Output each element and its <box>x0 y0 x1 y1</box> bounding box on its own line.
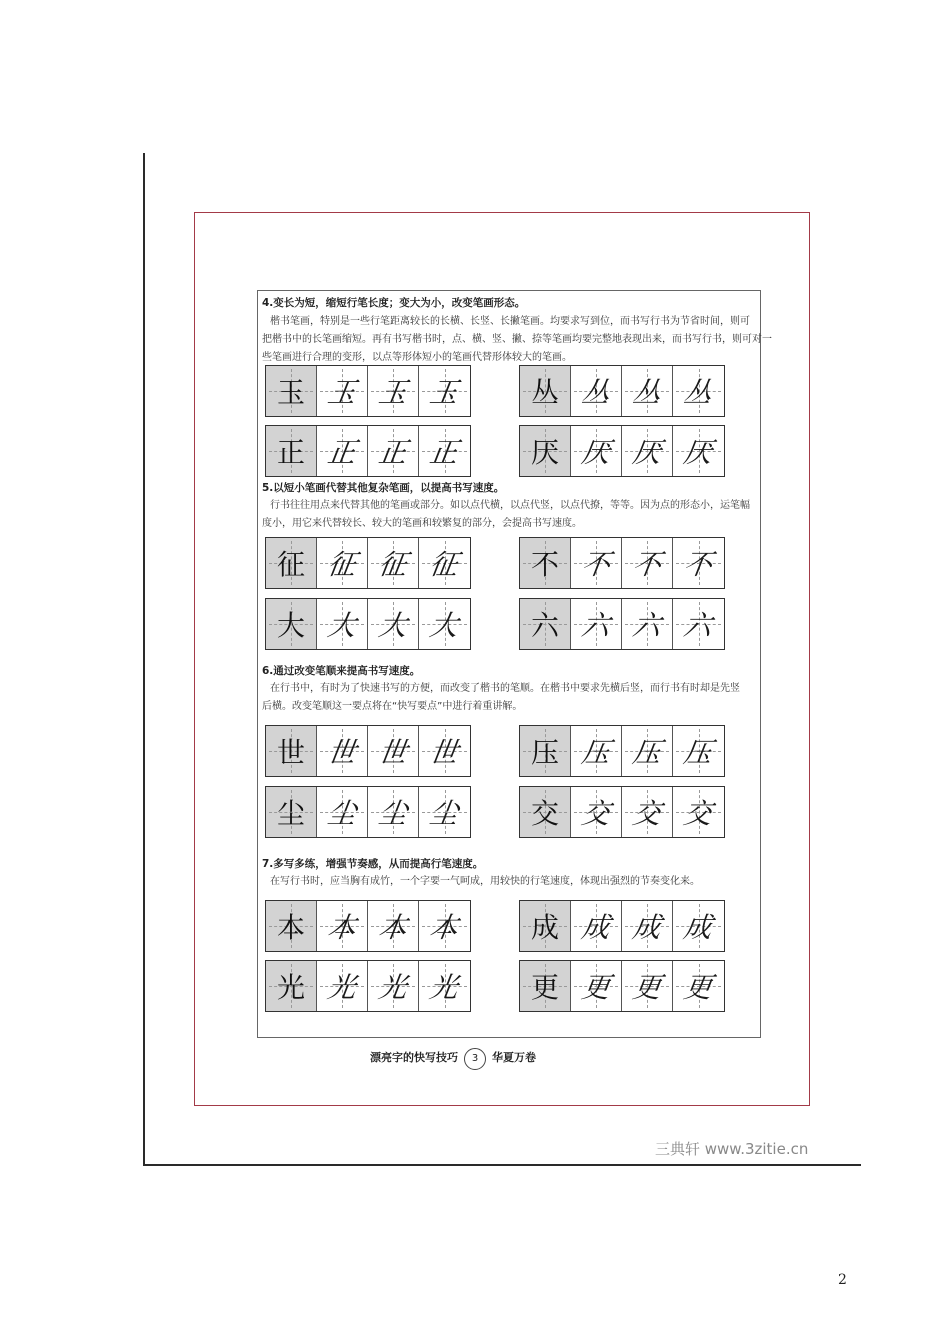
practice-character: 更 <box>579 971 613 1004</box>
practice-character-cell <box>622 961 673 1011</box>
practice-character-cell <box>317 366 368 416</box>
practice-character-cell <box>673 426 724 476</box>
practice-character-cell <box>622 538 673 588</box>
practice-character: 尘 <box>427 797 461 830</box>
practice-character-cell <box>368 426 419 476</box>
practice-character-cell <box>673 726 724 776</box>
practice-character-cell <box>368 901 419 951</box>
practice-character: 厌 <box>630 436 664 469</box>
practice-character-cell <box>317 726 368 776</box>
model-character: 不 <box>530 548 559 581</box>
practice-character-cell <box>419 538 470 588</box>
practice-character-cell <box>317 787 368 837</box>
practice-character-cell <box>419 726 470 776</box>
practice-character: 尘 <box>376 797 410 830</box>
practice-grid <box>519 725 725 777</box>
practice-character-cell <box>571 901 622 951</box>
practice-character: 成 <box>681 911 715 944</box>
model-character-cell <box>520 961 571 1011</box>
practice-grid <box>265 900 471 952</box>
practice-character-cell <box>571 961 622 1011</box>
practice-grid <box>519 786 725 838</box>
practice-character-cell <box>622 599 673 649</box>
practice-character-cell <box>622 901 673 951</box>
practice-character-cell <box>622 426 673 476</box>
model-character-cell <box>520 426 571 476</box>
practice-character: 更 <box>681 971 715 1004</box>
practice-character: 本 <box>325 911 359 944</box>
practice-character-cell <box>419 599 470 649</box>
practice-character: 世 <box>325 736 359 769</box>
practice-character: 压 <box>630 736 664 769</box>
practice-character-cell <box>571 726 622 776</box>
practice-character: 正 <box>325 436 359 469</box>
practice-character: 成 <box>630 911 664 944</box>
model-character-cell <box>520 726 571 776</box>
practice-character: 六 <box>579 609 613 642</box>
practice-character: 六 <box>630 609 664 642</box>
section-heading-4: 4.变长为短，缩短行笔长度；变大为小，改变笔画形态。 <box>262 297 526 309</box>
model-character-cell <box>266 726 317 776</box>
practice-character-cell <box>368 599 419 649</box>
practice-character: 光 <box>325 971 359 1004</box>
practice-character: 尘 <box>325 797 359 830</box>
section-text-4-line-3: 些笔画进行合理的变形，以点等形体短小的笔画代替形体较大的笔画。 <box>262 352 572 363</box>
model-character-cell <box>266 901 317 951</box>
section-text-4-line-1: 楷书笔画，特别是一些行笔距离较长的长横、长竖、长撇笔画。均要求写到位，而书写行书为节省时间，则可 <box>270 316 750 327</box>
practice-character: 大 <box>325 609 359 642</box>
practice-character-cell <box>317 901 368 951</box>
practice-character: 光 <box>376 971 410 1004</box>
model-character: 成 <box>530 911 559 944</box>
model-character: 本 <box>276 911 305 944</box>
practice-character-cell <box>317 961 368 1011</box>
practice-character: 世 <box>427 736 461 769</box>
model-character-cell <box>520 901 571 951</box>
footer-book-title: 漂亮字的快写技巧 <box>370 1051 458 1064</box>
section-heading-6: 6.通过改变笔顺来提高书写速度。 <box>262 665 421 677</box>
practice-character: 压 <box>579 736 613 769</box>
model-character-cell <box>266 599 317 649</box>
practice-character-cell <box>571 426 622 476</box>
practice-character-cell <box>317 538 368 588</box>
practice-character-cell <box>673 961 724 1011</box>
footer-publisher: 华夏万卷 <box>492 1051 536 1064</box>
practice-character: 交 <box>630 797 664 830</box>
practice-character: 世 <box>376 736 410 769</box>
model-character: 玉 <box>276 376 305 409</box>
section-text-5-line-2: 度小，用它来代替较长、较大的笔画和较繁复的部分，会提高书写速度。 <box>262 518 582 529</box>
practice-character: 成 <box>579 911 613 944</box>
practice-character-cell <box>571 599 622 649</box>
section-heading-7: 7.多写多练，增强节奏感，从而提高行笔速度。 <box>262 858 484 870</box>
model-character: 压 <box>530 736 559 769</box>
model-character: 丛 <box>530 376 559 409</box>
model-character-cell <box>266 426 317 476</box>
practice-character: 更 <box>630 971 664 1004</box>
practice-character-cell <box>622 787 673 837</box>
model-character-cell <box>266 538 317 588</box>
practice-character-cell <box>673 901 724 951</box>
model-character: 交 <box>530 797 559 830</box>
practice-character: 玉 <box>376 376 410 409</box>
practice-grid <box>265 537 471 589</box>
model-character: 更 <box>530 971 559 1004</box>
model-character: 征 <box>276 548 305 581</box>
footer-page-number: 3 <box>464 1048 486 1070</box>
practice-character: 本 <box>376 911 410 944</box>
model-character: 尘 <box>276 797 305 830</box>
practice-character-cell <box>368 538 419 588</box>
practice-character-cell <box>419 787 470 837</box>
practice-grid <box>519 900 725 952</box>
practice-character: 交 <box>579 797 613 830</box>
practice-character-cell <box>419 901 470 951</box>
practice-character-cell <box>673 787 724 837</box>
practice-grid <box>265 425 471 477</box>
practice-character-cell <box>673 538 724 588</box>
practice-grid <box>519 537 725 589</box>
practice-grid <box>265 960 471 1012</box>
model-character: 大 <box>276 609 305 642</box>
practice-character-cell <box>571 366 622 416</box>
model-character: 厌 <box>530 436 559 469</box>
section-text-6-line-1: 在行书中，有时为了快速书写的方便，而改变了楷书的笔顺。在楷书中要求先横后竖，而行书有时却是先竖 <box>270 683 740 694</box>
document-page-number: 2 <box>838 1272 847 1288</box>
practice-character: 厌 <box>681 436 715 469</box>
practice-character-cell <box>419 426 470 476</box>
model-character: 光 <box>276 971 305 1004</box>
section-text-4-line-2: 把楷书中的长笔画缩短。再有书写楷书时，点、横、竖、撇、捺等笔画均要完整地表现出来，而书写行书，则可对一 <box>262 334 772 345</box>
practice-character-cell <box>571 787 622 837</box>
practice-grid <box>519 365 725 417</box>
practice-grid <box>265 598 471 650</box>
practice-character-cell <box>317 426 368 476</box>
practice-character: 大 <box>427 609 461 642</box>
practice-character-cell <box>419 366 470 416</box>
practice-character: 六 <box>681 609 715 642</box>
practice-character: 丛 <box>681 376 715 409</box>
practice-character: 不 <box>579 548 613 581</box>
practice-grid <box>519 598 725 650</box>
practice-character: 不 <box>681 548 715 581</box>
section-text-6-line-2: 后横。改变笔顺这一要点将在“快写要点”中进行着重讲解。 <box>262 701 523 712</box>
watermark: 三典轩 www.3zitie.cn <box>655 1140 809 1158</box>
practice-character: 玉 <box>325 376 359 409</box>
section-heading-5: 5.以短小笔画代替其他复杂笔画，以提高书写速度。 <box>262 482 505 494</box>
practice-character-cell <box>368 961 419 1011</box>
practice-character-cell <box>673 366 724 416</box>
section-text-5-line-1: 行书往往用点来代替其他的笔画或部分。如以点代横，以点代竖，以点代撩，等等。因为点的形态小，运笔幅 <box>270 500 750 511</box>
practice-character: 压 <box>681 736 715 769</box>
practice-character: 大 <box>376 609 410 642</box>
practice-character-cell <box>571 538 622 588</box>
practice-character-cell <box>673 599 724 649</box>
practice-grid <box>265 786 471 838</box>
practice-character: 交 <box>681 797 715 830</box>
model-character-cell <box>266 961 317 1011</box>
practice-character-cell <box>368 366 419 416</box>
practice-grid <box>519 425 725 477</box>
practice-character-cell <box>368 726 419 776</box>
model-character-cell <box>520 599 571 649</box>
model-character: 正 <box>276 436 305 469</box>
practice-character-cell <box>419 961 470 1011</box>
practice-character: 本 <box>427 911 461 944</box>
practice-character: 不 <box>630 548 664 581</box>
practice-character-cell <box>622 366 673 416</box>
model-character-cell <box>266 787 317 837</box>
model-character-cell <box>520 787 571 837</box>
practice-character: 征 <box>376 548 410 581</box>
practice-character-cell <box>317 599 368 649</box>
practice-character-cell <box>368 787 419 837</box>
model-character: 世 <box>276 736 305 769</box>
section-text-7-line-1: 在写行书时，应当胸有成竹，一个字要一气呵成，用较快的行笔速度，体现出强烈的节奏变化来。 <box>270 876 700 887</box>
practice-character-cell <box>622 726 673 776</box>
model-character-cell <box>266 366 317 416</box>
page-footer <box>370 1048 536 1070</box>
practice-character: 正 <box>376 436 410 469</box>
practice-grid <box>265 365 471 417</box>
practice-grid <box>265 725 471 777</box>
practice-character: 玉 <box>427 376 461 409</box>
practice-character: 丛 <box>579 376 613 409</box>
practice-character: 丛 <box>630 376 664 409</box>
practice-character: 征 <box>325 548 359 581</box>
practice-character: 征 <box>427 548 461 581</box>
practice-character: 正 <box>427 436 461 469</box>
practice-character: 厌 <box>579 436 613 469</box>
model-character-cell <box>520 366 571 416</box>
practice-grid <box>519 960 725 1012</box>
model-character-cell <box>520 538 571 588</box>
model-character: 六 <box>530 609 559 642</box>
practice-character: 光 <box>427 971 461 1004</box>
